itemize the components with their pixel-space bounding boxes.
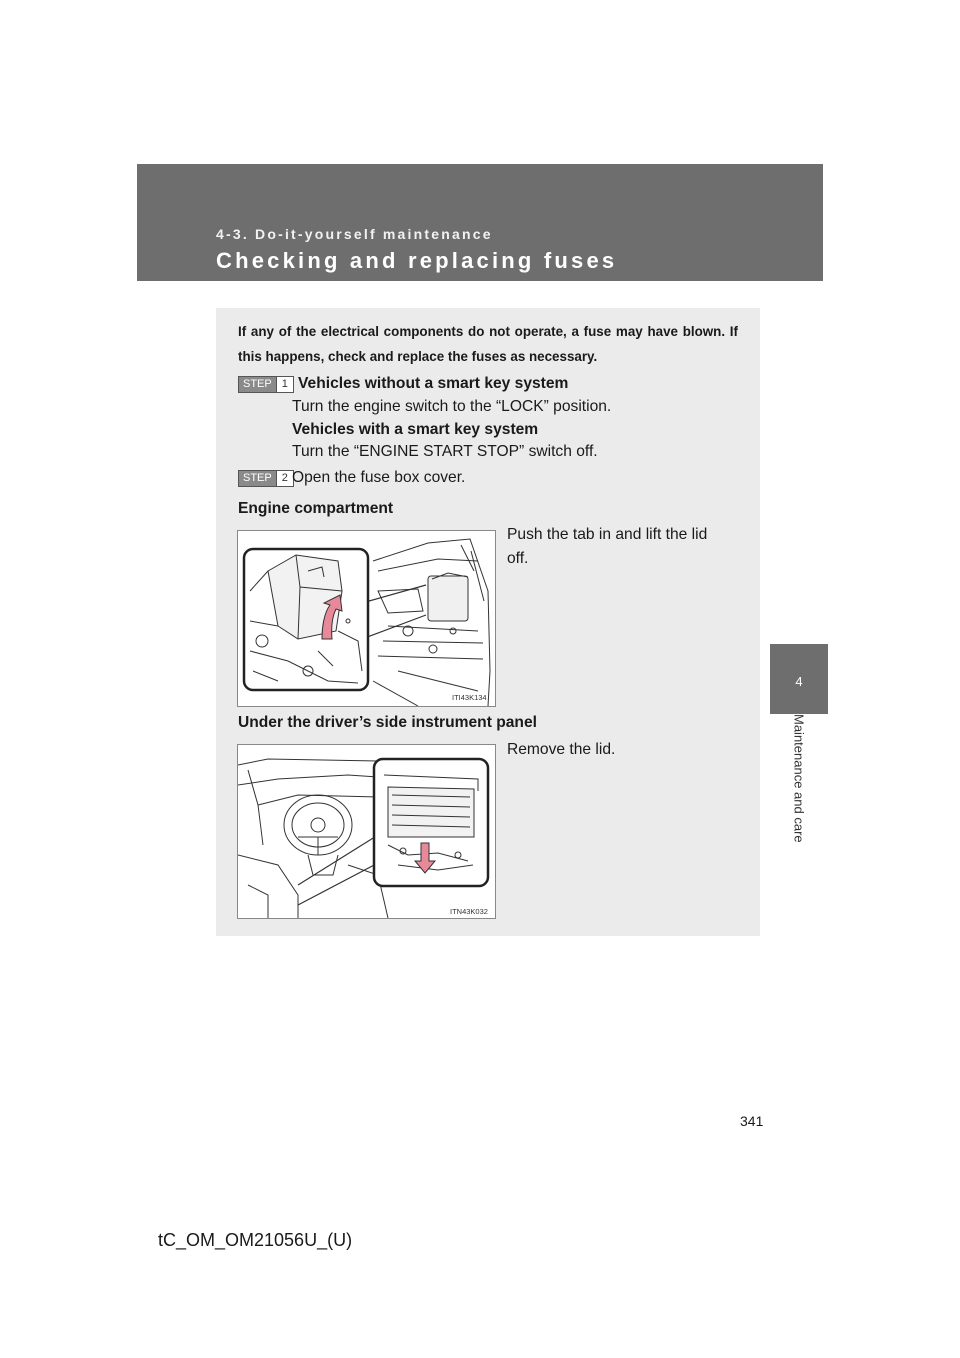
step-1-badge [238, 376, 294, 393]
step-1-text-b: Turn the “ENGINE START STOP” switch off. [292, 443, 598, 460]
step-2-text: Open the fuse box cover. [292, 469, 466, 486]
instrument-panel-figure-code: ITN43K032 [450, 907, 488, 916]
page-title: Checking and replacing fuses [216, 248, 618, 273]
step-2-badge [238, 470, 294, 487]
page-number: 341 [740, 1113, 764, 1129]
engine-heading: Engine compartment [238, 500, 394, 517]
engine-compartment-illustration [238, 531, 495, 706]
step-2-word: STEP [243, 472, 272, 484]
chapter-tab[interactable] [770, 644, 828, 714]
step-1-text-a: Turn the engine switch to the “LOCK” position. [292, 398, 612, 415]
engine-figure [237, 530, 496, 707]
instrument-panel-figure [237, 744, 496, 919]
instrument-panel-illustration [238, 745, 495, 918]
section-label: 4-3. Do-it-yourself maintenance [216, 226, 493, 242]
instrument-panel-heading: Under the driver’s side instrument panel [238, 714, 537, 731]
chapter-number: 4 [795, 674, 803, 689]
step-1-word: STEP [243, 378, 272, 390]
engine-figure-code: ITI43K134 [452, 693, 487, 702]
document-code: tC_OM_OM21056U_(U) [158, 1230, 353, 1250]
step-1-heading-a: Vehicles without a smart key system [298, 375, 569, 392]
chapter-label [770, 714, 828, 874]
intro-text: If any of the electrical components do not operate, a fuse may have blown. If this happens, check and replace the fuses as necessary. [238, 324, 738, 364]
chapter-label-text: Maintenance and care [791, 714, 807, 843]
step-1-number: 1 [276, 377, 293, 392]
step-2-number: 2 [276, 471, 293, 486]
engine-caption-line2: off. [507, 550, 529, 567]
instrument-panel-caption: Remove the lid. [507, 741, 616, 758]
step-1-heading-b: Vehicles with a smart key system [292, 421, 539, 438]
engine-caption-line1: Push the tab in and lift the lid [507, 526, 708, 543]
